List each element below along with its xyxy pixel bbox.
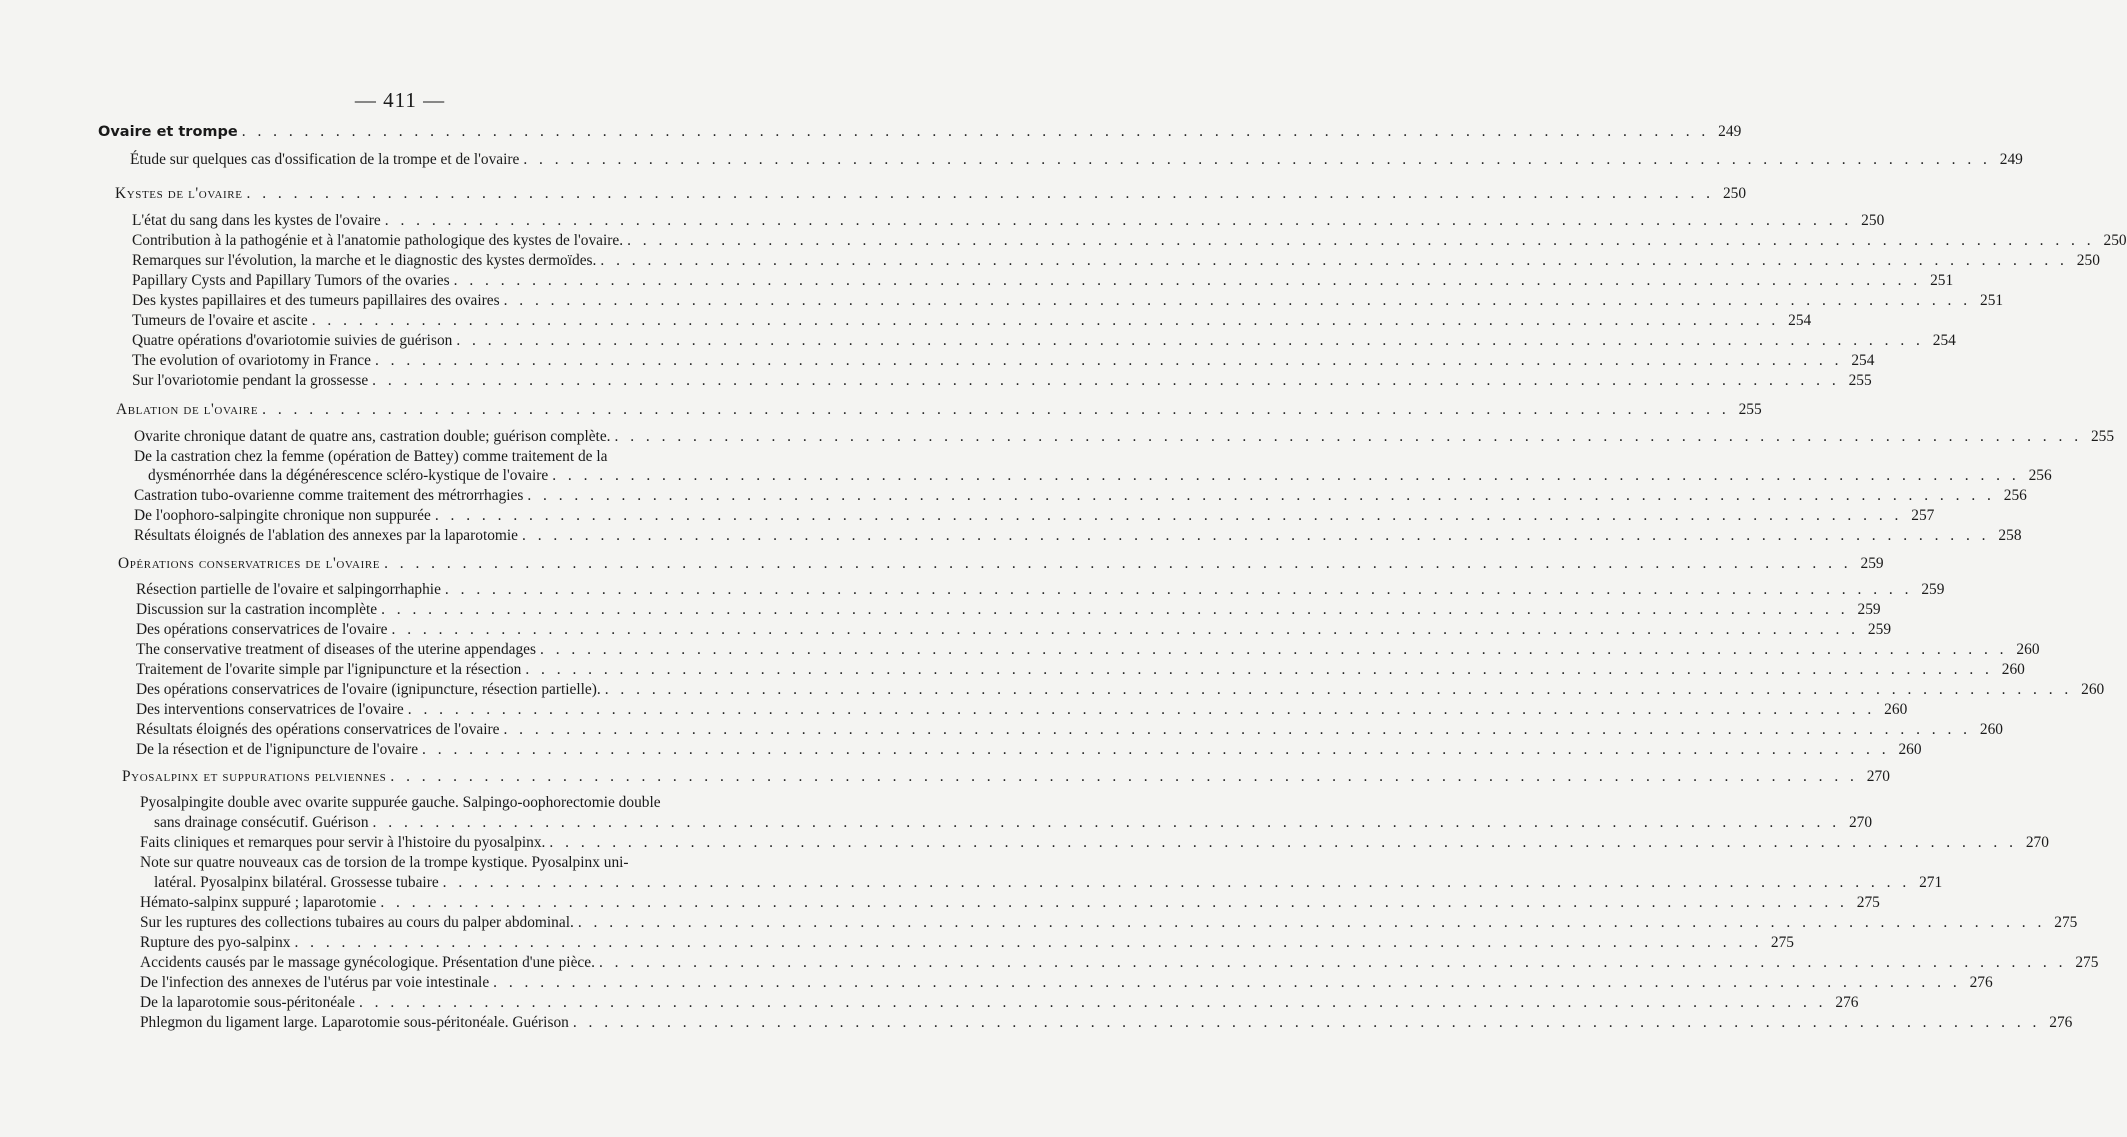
leader-dots: . . . . . . . . . . . . . . . . . . . . . . . . . . . . . . . . . . . . . . . . . . . . . . . . . . . . . . . . . . . . . . . . . . . . . . . . . . . . . . . . . . . . . . . . . . . . . . <box>627 232 2095 249</box>
toc-entry <box>140 833 2049 853</box>
leader-dots: . . . . . . . . . . . . . . . . . . . . . . . . . . . . . . . . . . . . . . . . . . . . . . . . . . . . . . . . . . . . . . . . . . . . . . . . . . . . . . . . . . . . . . . . . . . . . . <box>442 874 1911 891</box>
toc-entry-line: De la castration chez la femme (opération de Battey) comme traitement de la <box>134 448 608 465</box>
page-ref: 275 <box>2075 954 2099 971</box>
leader-dots: . . . . . . . . . . . . . . . . . . . . . . . . . . . . . . . . . . . . . . . . . . . . . . . . . . . . . . . . . . . . . . . . . . . . . . . . . . . . . . . . . . . . . . . . . . . . . . <box>453 272 1922 289</box>
entry-title: Étude sur quelques cas d'ossification de la trompe et de l'ovaire <box>130 151 520 168</box>
entry-title: Quatre opérations d'ovariotomie suivies de guérison <box>132 332 453 349</box>
entry-title: Résection partielle de l'ovaire et salpingorrhaphie <box>136 581 441 598</box>
section-title: Ovaire et trompe <box>98 124 238 140</box>
leader-dots: . . . . . . . . . . . . . . . . . . . . . . . . . . . . . . . . . . . . . . . . . . . . . . . . . . . . . . . . . . . . . . . . . . . . . . . . . . . . . . . . . . . . . . . . . . . . . . <box>525 661 1993 678</box>
page-ref: 276 <box>1835 994 1859 1011</box>
entry-title: Accidents causés par le massage gynécologique. Présentation d'une pièce. <box>140 954 595 971</box>
entry-title: De la résection et de l'ignipuncture de l'ovaire <box>136 741 419 758</box>
entry-title: Castration tubo-ovarienne comme traitement des métrorrhagies <box>134 487 524 504</box>
page-ref: 251 <box>1930 272 1954 289</box>
entry-title: L'état du sang dans les kystes de l'ovaire <box>132 212 381 229</box>
entry-title: The evolution of ovariotomy in France <box>132 352 371 369</box>
entry-title: De la laparotomie sous-péritonéale <box>140 994 355 1011</box>
page-ref: 259 <box>1857 601 1881 618</box>
leader-dots: . . . . . . . . . . . . . . . . . . . . . . . . . . . . . . . . . . . . . . . . . . . . . . . . . . . . . . . . . . . . . . . . . . . . . . . . . . . . . . . . . . . . . . . . . . . . . . <box>456 332 1924 349</box>
page-ref: 260 <box>2081 681 2105 698</box>
toc-entry <box>132 251 2100 271</box>
toc-entry <box>140 1013 2073 1033</box>
entry-title: The conservative treatment of diseases of the uterine appendages <box>136 641 536 658</box>
page-ref: 249 <box>1999 151 2023 168</box>
page-ref: 270 <box>1866 768 1890 785</box>
leader-dots: . . . . . . . . . . . . . . . . . . . . . . . . . . . . . . . . . . . . . . . . . . . . . . . . . . . . . . . . . . . . . . . . . . . . . . . . . . . . . . . . . . . . . . . . . . . . . . <box>422 741 1890 758</box>
toc-entry <box>136 680 2105 700</box>
toc-entry <box>140 973 1993 993</box>
toc-entry <box>140 993 1859 1013</box>
page-ref: 258 <box>1998 527 2022 544</box>
toc-entry <box>140 913 2078 933</box>
section-heading-ovaire <box>98 122 1742 142</box>
toc-entry <box>136 600 1881 620</box>
page-ref: 254 <box>1932 332 1956 349</box>
entry-title: De l'infection des annexes de l'utérus par voie intestinale <box>140 974 490 991</box>
section-heading-ablation <box>116 400 1762 420</box>
leader-dots: . . . . . . . . . . . . . . . . . . . . . . . . . . . . . . . . . . . . . . . . . . . . . . . . . . . . . . . . . . . . . . . . . . . . . . . . . . . . . . . . . . . . . . . . . . . . . . <box>374 352 1843 369</box>
leader-dots: . . . . . . . . . . . . . . . . . . . . . . . . . . . . . . . . . . . . . . . . . . . . . . . . . . . . . . . . . . . . . . . . . . . . . . . . . . . . . . . . . . . . . . . . . . . . . . <box>598 954 2067 971</box>
page-ref: 250 <box>2076 252 2100 269</box>
entry-title: Des kystes papillaires et des tumeurs papillaires des ovaires <box>132 292 500 309</box>
toc-entry <box>140 893 1880 913</box>
leader-dots: . . . . . . . . . . . . . . . . . . . . . . . . . . . . . . . . . . . . . . . . . . . . . . . . . . . . . . . . . . . . . . . . . . . . . . . . . . . . . . . . . . . . . . . . . . . . . . <box>503 721 1971 738</box>
page-ref: 260 <box>2001 661 2025 678</box>
page-ref: 276 <box>1969 974 1993 991</box>
page-ref: 260 <box>1979 721 2003 738</box>
page-number: — 411 — <box>354 88 446 112</box>
entry-title: latéral. Pyosalpinx bilatéral. Grossesse tubaire <box>154 874 439 891</box>
page-ref: 256 <box>2003 487 2027 504</box>
page-ref: 256 <box>2028 467 2052 484</box>
page-ref: 275 <box>1770 934 1794 951</box>
toc-entry <box>136 740 1922 760</box>
entry-title: Résultats éloignés des opérations conservatrices de l'ovaire <box>136 721 500 738</box>
toc-entry <box>132 231 2127 251</box>
leader-dots: . . . . . . . . . . . . . . . . . . . . . . . . . . . . . . . . . . . . . . . . . . . . . . . . . . . . . . . . . . . . . . . . . . . . . . . . . . . . . . . . . . . . . . . . . . . . . . <box>241 123 1710 140</box>
leader-dots: . . . . . . . . . . . . . . . . . . . . . . . . . . . . . . . . . . . . . . . . . . . . . . . . . . . . . . . . . . . . . . . . . . . . . . . . . . . . . . . . . . . . . . . . . . . . . . <box>527 487 1995 504</box>
page-ref: 259 <box>1921 581 1945 598</box>
page-ref: 255 <box>1738 401 1762 418</box>
entry-title: Résultats éloignés de l'ablation des annexes par la laparotomie <box>134 527 518 544</box>
section-title: Pyosalpinx et suppurations pelviennes <box>122 768 387 785</box>
leader-dots: . . . . . . . . . . . . . . . . . . . . . . . . . . . . . . . . . . . . . . . . . . . . . . . . . . . . . . . . . . . . . . . . . . . . . . . . . . . . . . . . . . . . . . . . . . . . . . <box>384 212 1853 229</box>
page-ref: 260 <box>1884 701 1908 718</box>
page-ref: 260 <box>2016 641 2040 658</box>
page-ref: 249 <box>1718 123 1742 140</box>
toc-entry <box>136 700 1908 720</box>
entry-title: sans drainage consécutif. Guérison <box>154 814 369 831</box>
toc-entry <box>136 580 1945 600</box>
toc-entry-continuation <box>154 813 1873 833</box>
toc-entry <box>132 211 1885 231</box>
toc-entry <box>136 640 2040 660</box>
toc-entry <box>136 720 2003 740</box>
toc-entry <box>140 933 1794 953</box>
toc-entry <box>130 150 2023 170</box>
leader-dots: . . . . . . . . . . . . . . . . . . . . . . . . . . . . . . . . . . . . . . . . . . . . . . . . . . . . . . . . . . . . . . . . . . . . . . . . . . . . . . . . . . . . . . . . . . . . . . <box>380 894 1848 911</box>
leader-dots: . . . . . . . . . . . . . . . . . . . . . . . . . . . . . . . . . . . . . . . . . . . . . . . . . . . . . . . . . . . . . . . . . . . . . . . . . . . . . . . . . . . . . . . . . . . . . . <box>523 151 1991 168</box>
toc-entry <box>134 486 2027 506</box>
page-ref: 275 <box>1856 894 1880 911</box>
page-ref: 271 <box>1919 874 1943 891</box>
leader-dots: . . . . . . . . . . . . . . . . . . . . . . . . . . . . . . . . . . . . . . . . . . . . . . . . . . . . . . . . . . . . . . . . . . . . . . . . . . . . . . . . . . . . . . . . . . . . . . <box>384 555 1852 572</box>
page-ref: 270 <box>1848 814 1873 831</box>
leader-dots: . . . . . . . . . . . . . . . . . . . . . . . . . . . . . . . . . . . . . . . . . . . . . . . . . . . . . . . . . . . . . . . . . . . . . . . . . . . . . . . . . . . . . . . . . . . . . . <box>444 581 1913 598</box>
toc-entry <box>136 660 2025 680</box>
toc-entry <box>132 311 1812 331</box>
page-ref: 255 <box>1848 372 1872 389</box>
entry-title: Remarques sur l'évolution, la marche et le diagnostic des kystes dermoïdes. <box>132 252 597 269</box>
page-ref: 254 <box>1851 352 1875 369</box>
page-ref: 259 <box>1860 555 1884 572</box>
entry-title: Des opérations conservatrices de l'ovaire (ignipuncture, résection partielle). <box>136 681 601 698</box>
entry-title: De l'oophoro-salpingite chronique non suppurée <box>134 507 431 524</box>
leader-dots: . . . . . . . . . . . . . . . . . . . . . . . . . . . . . . . . . . . . . . . . . . . . . . . . . . . . . . . . . . . . . . . . . . . . . . . . . . . . . . . . . . . . . . . . . . . . . . <box>372 372 1840 389</box>
entry-title: dysménorrhée dans la dégénérescence scléro-kystique de l'ovaire <box>148 467 549 484</box>
toc-entry <box>140 953 2099 973</box>
page-ref: 250 <box>2103 232 2127 249</box>
leader-dots: . . . . . . . . . . . . . . . . . . . . . . . . . . . . . . . . . . . . . . . . . . . . . . . . . . . . . . . . . . . . . . . . . . . . . . . . . . . . . . . . . . . . . . . . . . . . . . <box>390 768 1858 785</box>
toc-entry <box>132 351 1875 371</box>
leader-dots: . . . . . . . . . . . . . . . . . . . . . . . . . . . . . . . . . . . . . . . . . . . . . . . . . . . . . . . . . . . . . . . . . . . . . . . . . . . . . . . . . . . . . . . . . . . . . . <box>407 701 1876 718</box>
toc-entry-continuation <box>148 466 2052 486</box>
leader-dots: . . . . . . . . . . . . . . . . . . . . . . . . . . . . . . . . . . . . . . . . . . . . . . . . . . . . . . . . . . . . . . . . . . . . . . . . . . . . . . . . . . . . . . . . . . . . . . <box>434 507 1903 524</box>
section-heading-conservatrices <box>118 554 1884 574</box>
entry-title: Sur l'ovariotomie pendant la grossesse <box>132 372 369 389</box>
page-ref: 250 <box>1722 185 1747 202</box>
section-title: Kystes de l'ovaire <box>115 185 243 202</box>
leader-dots: . . . . . . . . . . . . . . . . . . . . . . . . . . . . . . . . . . . . . . . . . . . . . . . . . . . . . . . . . . . . . . . . . . . . . . . . . . . . . . . . . . . . . . . . . . . . . . <box>493 974 1961 991</box>
leader-dots: . . . . . . . . . . . . . . . . . . . . . . . . . . . . . . . . . . . . . . . . . . . . . . . . . . . . . . . . . . . . . . . . . . . . . . . . . . . . . . . . . . . . . . . . . . . . . . <box>549 834 2017 851</box>
leader-dots: . . . . . . . . . . . . . . . . . . . . . . . . . . . . . . . . . . . . . . . . . . . . . . . . . . . . . . . . . . . . . . . . . . . . . . . . . . . . . . . . . . . . . . . . . . . . . . <box>294 934 1762 951</box>
toc-entry <box>134 526 2022 546</box>
leader-dots: . . . . . . . . . . . . . . . . . . . . . . . . . . . . . . . . . . . . . . . . . . . . . . . . . . . . . . . . . . . . . . . . . . . . . . . . . . . . . . . . . . . . . . . . . . . . . . <box>604 681 2073 698</box>
leader-dots: . . . . . . . . . . . . . . . . . . . . . . . . . . . . . . . . . . . . . . . . . . . . . . . . . . . . . . . . . . . . . . . . . . . . . . . . . . . . . . . . . . . . . . . . . . . . . . <box>358 994 1827 1011</box>
entry-title: Des interventions conservatrices de l'ovaire <box>136 701 404 718</box>
leader-dots: . . . . . . . . . . . . . . . . . . . . . . . . . . . . . . . . . . . . . . . . . . . . . . . . . . . . . . . . . . . . . . . . . . . . . . . . . . . . . . . . . . . . . . . . . . . . . . <box>572 1014 2041 1031</box>
toc-entry <box>136 620 1892 640</box>
toc-entry <box>132 331 1956 351</box>
section-heading-pyosalpinx <box>122 767 1890 787</box>
toc-entry <box>134 506 1935 526</box>
leader-dots: . . . . . . . . . . . . . . . . . . . . . . . . . . . . . . . . . . . . . . . . . . . . . . . . . . . . . . . . . . . . . . . . . . . . . . . . . . . . . . . . . . . . . . . . . . . . . . <box>246 185 1715 202</box>
entry-title: Ovarite chronique datant de quatre ans, castration double; guérison complète. <box>134 428 611 445</box>
leader-dots: . . . . . . . . . . . . . . . . . . . . . . . . . . . . . . . . . . . . . . . . . . . . . . . . . . . . . . . . . . . . . . . . . . . . . . . . . . . . . . . . . . . . . . . . . . . . . . <box>262 401 1730 418</box>
entry-title: Contribution à la pathogénie et à l'anatomie pathologique des kystes de l'ovaire. <box>132 232 624 249</box>
entry-title: Traitement de l'ovarite simple par l'ignipuncture et la résection <box>136 661 522 678</box>
page-ref: 270 <box>2025 834 2049 851</box>
leader-dots: . . . . . . . . . . . . . . . . . . . . . . . . . . . . . . . . . . . . . . . . . . . . . . . . . . . . . . . . . . . . . . . . . . . . . . . . . . . . . . . . . . . . . . . . . . . . . . <box>381 601 1849 618</box>
entry-title: Des opérations conservatrices de l'ovaire <box>136 621 388 638</box>
toc-entry <box>132 271 1954 291</box>
entry-title: Rupture des pyo-salpinx <box>140 934 291 951</box>
section-title: Ablation de l'ovaire <box>116 401 259 418</box>
leader-dots: . . . . . . . . . . . . . . . . . . . . . . . . . . . . . . . . . . . . . . . . . . . . . . . . . . . . . . . . . . . . . . . . . . . . . . . . . . . . . . . . . . . . . . . . . . . . . . <box>577 914 2046 931</box>
page-ref: 250 <box>1861 212 1885 229</box>
page-ref: 259 <box>1867 621 1892 638</box>
toc-entry <box>134 427 2115 447</box>
leader-dots: . . . . . . . . . . . . . . . . . . . . . . . . . . . . . . . . . . . . . . . . . . . . . . . . . . . . . . . . . . . . . . . . . . . . . . . . . . . . . . . . . . . . . . . . . . . . . . <box>522 527 1990 544</box>
page-ref: 255 <box>2090 428 2115 445</box>
leader-dots: . . . . . . . . . . . . . . . . . . . . . . . . . . . . . . . . . . . . . . . . . . . . . . . . . . . . . . . . . . . . . . . . . . . . . . . . . . . . . . . . . . . . . . . . . . . . . . <box>600 252 2068 269</box>
entry-title: Tumeurs de l'ovaire et ascite <box>132 312 308 329</box>
page-ref: 257 <box>1911 507 1935 524</box>
leader-dots: . . . . . . . . . . . . . . . . . . . . . . . . . . . . . . . . . . . . . . . . . . . . . . . . . . . . . . . . . . . . . . . . . . . . . . . . . . . . . . . . . . . . . . . . . . . . . . <box>540 641 2008 658</box>
section-heading-kystes <box>115 184 1747 204</box>
toc-entry-line: Pyosalpingite double avec ovarite suppurée gauche. Salpingo-oophorectomie double <box>140 794 661 811</box>
toc-entry <box>132 371 1872 391</box>
leader-dots: . . . . . . . . . . . . . . . . . . . . . . . . . . . . . . . . . . . . . . . . . . . . . . . . . . . . . . . . . . . . . . . . . . . . . . . . . . . . . . . . . . . . . . . . . . . . . . <box>614 428 2083 445</box>
entry-title: Sur les ruptures des collections tubaires au cours du palper abdominal. <box>140 914 574 931</box>
entry-title: Hémato-salpinx suppuré ; laparotomie <box>140 894 377 911</box>
page-ref: 275 <box>2054 914 2078 931</box>
page-ref: 260 <box>1898 741 1922 758</box>
page-ref: 276 <box>2049 1014 2073 1031</box>
leader-dots: . . . . . . . . . . . . . . . . . . . . . . . . . . . . . . . . . . . . . . . . . . . . . . . . . . . . . . . . . . . . . . . . . . . . . . . . . . . . . . . . . . . . . . . . . . . . . . <box>372 814 1841 831</box>
leader-dots: . . . . . . . . . . . . . . . . . . . . . . . . . . . . . . . . . . . . . . . . . . . . . . . . . . . . . . . . . . . . . . . . . . . . . . . . . . . . . . . . . . . . . . . . . . . . . . <box>552 467 2020 484</box>
page-ref: 254 <box>1788 312 1812 329</box>
leader-dots: . . . . . . . . . . . . . . . . . . . . . . . . . . . . . . . . . . . . . . . . . . . . . . . . . . . . . . . . . . . . . . . . . . . . . . . . . . . . . . . . . . . . . . . . . . . . . . <box>503 292 1972 309</box>
section-title: Opérations conservatrices de l'ovaire <box>118 555 381 572</box>
toc-entry-line: Note sur quatre nouveaux cas de torsion de la trompe kystique. Pyosalpinx uni- <box>140 854 629 871</box>
entry-title: Phlegmon du ligament large. Laparotomie sous-péritonéale. Guérison <box>140 1014 569 1031</box>
page-ref: 251 <box>1980 292 2004 309</box>
entry-title: Papillary Cysts and Papillary Tumors of the ovaries <box>132 272 450 289</box>
toc-entry <box>132 291 2004 311</box>
entry-title: Discussion sur la castration incomplète <box>136 601 378 618</box>
entry-title: Faits cliniques et remarques pour servir à l'histoire du pyosalpinx. <box>140 834 546 851</box>
leader-dots: . . . . . . . . . . . . . . . . . . . . . . . . . . . . . . . . . . . . . . . . . . . . . . . . . . . . . . . . . . . . . . . . . . . . . . . . . . . . . . . . . . . . . . . . . . . . . . <box>391 621 1860 638</box>
toc-entry-continuation <box>154 873 1943 893</box>
leader-dots: . . . . . . . . . . . . . . . . . . . . . . . . . . . . . . . . . . . . . . . . . . . . . . . . . . . . . . . . . . . . . . . . . . . . . . . . . . . . . . . . . . . . . . . . . . . . . . <box>311 312 1780 329</box>
